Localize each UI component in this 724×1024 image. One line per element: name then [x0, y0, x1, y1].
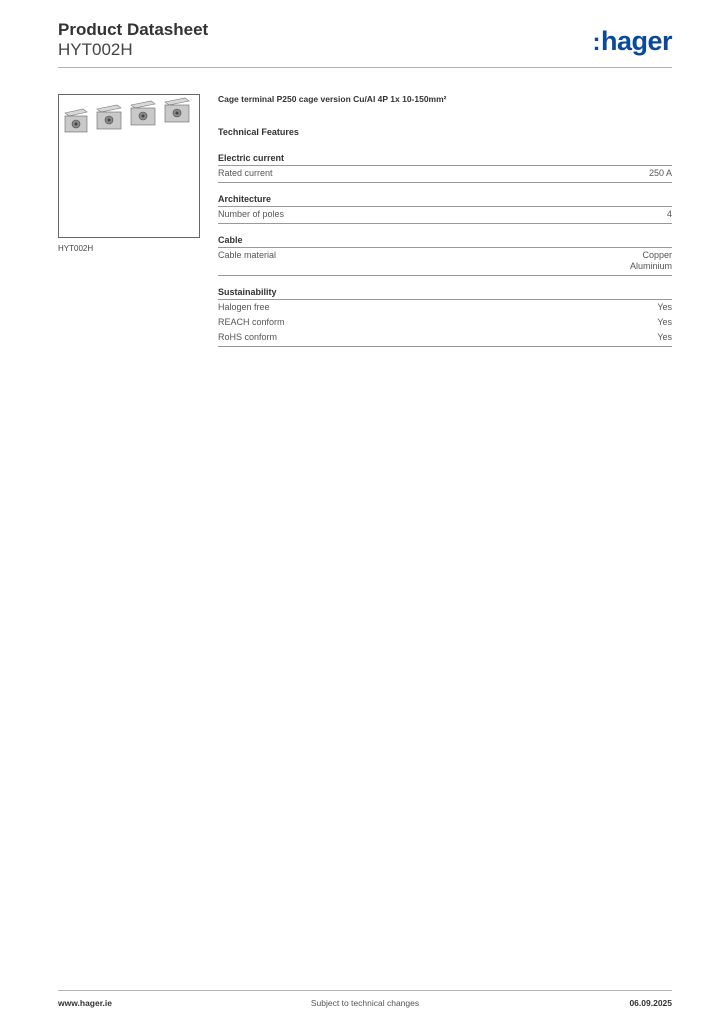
spec-row	[218, 248, 672, 274]
hager-logo	[592, 26, 672, 58]
section-electric-current	[218, 153, 672, 183]
footer-divider	[58, 990, 672, 991]
product-description: Cage terminal P250 cage version Cu/Al 4P 1x 10-150mm²	[218, 94, 447, 104]
spec-label: Rated current	[218, 168, 273, 178]
section-rows	[218, 248, 672, 276]
section-title: Sustainability	[218, 287, 672, 300]
section-rows	[218, 207, 672, 224]
product-code: HYT002H	[58, 40, 133, 59]
spec-value	[630, 250, 672, 272]
terminal-block-3	[131, 101, 155, 125]
header-divider	[58, 67, 672, 68]
section-architecture	[218, 194, 672, 224]
terminal-block-1	[65, 109, 87, 132]
spec-value: 4	[666, 209, 672, 219]
spec-row	[218, 166, 672, 181]
spec-value-line-2: Aluminium	[629, 261, 672, 271]
page-title: Product Datasheet	[58, 20, 209, 39]
spec-row	[218, 330, 672, 345]
product-details	[218, 94, 672, 358]
spec-value: Yes	[657, 302, 672, 312]
spec-row	[218, 207, 672, 222]
image-caption: HYT002H	[58, 244, 94, 253]
section-title: Electric current	[218, 153, 672, 166]
logo-colon-icon: :	[592, 29, 600, 56]
footer-date: 06.09.2025	[629, 998, 672, 1008]
spec-label: Halogen free	[218, 302, 270, 312]
spec-value: Yes	[657, 332, 672, 342]
section-sustainability	[218, 287, 672, 347]
cage-terminal-image	[59, 95, 199, 237]
section-rows	[218, 166, 672, 183]
spec-label: RoHS conform	[218, 332, 278, 342]
logo-text: hager	[600, 26, 672, 56]
spec-value-line-1: Copper	[642, 250, 672, 260]
spec-value: 250 A	[648, 168, 672, 178]
terminal-block-2	[97, 105, 121, 129]
section-rows	[218, 300, 672, 347]
spec-row	[218, 315, 672, 330]
spec-value: Yes	[657, 317, 672, 327]
section-cable	[218, 235, 672, 276]
product-image	[58, 94, 200, 238]
spec-label: REACH conform	[218, 317, 285, 327]
footer-notice: Subject to technical changes	[310, 998, 420, 1008]
spec-label: Cable material	[218, 250, 277, 260]
section-title: Architecture	[218, 194, 672, 207]
spec-label: Number of poles	[218, 209, 285, 219]
spec-row	[218, 300, 672, 315]
section-title: Cable	[218, 235, 672, 248]
header	[58, 20, 208, 60]
terminal-block-4	[165, 98, 189, 122]
website-link[interactable]: www.hager.ie	[58, 998, 113, 1008]
technical-features-heading: Technical Features	[218, 127, 299, 137]
